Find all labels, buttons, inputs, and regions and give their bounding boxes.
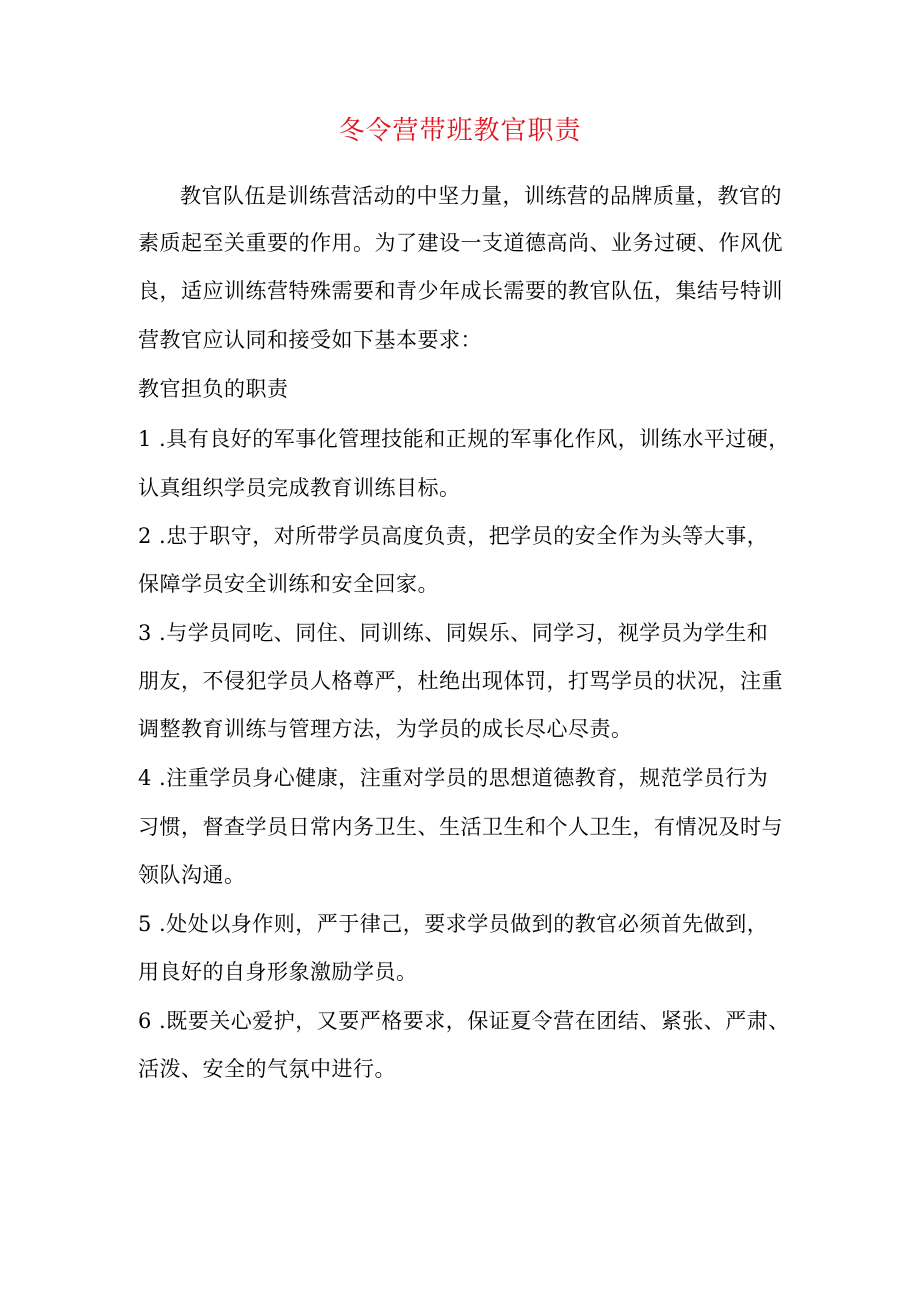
section-heading: 教官担负的职责 <box>138 377 289 401</box>
list-item-3-line: 调整教育训练与管理方法，为学员的成长尽心尽责。 <box>138 717 633 741</box>
list-item-3-line: 3 .与学员同吃、同住、同训练、同娱乐、同学习，视学员为学生和 <box>138 621 769 645</box>
document-title: 冬令营带班教官职责 <box>338 116 582 146</box>
list-item-6-line: 6 .既要关心爱护，又要严格要求，保证夏令营在团结、紧张、严肃、 <box>138 1009 790 1033</box>
list-item-1-line: 1 .具有良好的军事化管理技能和正规的军事化作风，训练水平过硬， <box>138 427 790 451</box>
list-item-1-line: 认真组织学员完成教育训练目标。 <box>138 476 461 500</box>
list-item-4-line: 领队沟通。 <box>138 863 246 887</box>
list-item-5-line: 5 .处处以身作则，严于律己，要求学员做到的教官必须首先做到， <box>138 912 769 936</box>
list-item-2-line: 保障学员安全训练和安全回家。 <box>138 572 439 596</box>
list-item-3-line: 朋友，不侵犯学员人格尊严，杜绝出现体罚，打骂学员的状况，注重 <box>138 669 783 693</box>
list-item-5-line: 用良好的自身形象激励学员。 <box>138 960 418 984</box>
intro-line: 素质起至关重要的作用。为了建设一支道德高尚、业务过硬、作风优 <box>138 231 783 255</box>
intro-line: 良，适应训练营特殊需要和青少年成长需要的教官队伍，集结号特训 <box>138 279 783 303</box>
intro-line: 营教官应认同和接受如下基本要求： <box>138 328 482 352</box>
list-item-4-line: 习惯，督查学员日常内务卫生、生活卫生和个人卫生，有情况及时与 <box>138 815 783 839</box>
intro-line: 教官队伍是训练营活动的中坚力量，训练营的品牌质量，教官的 <box>180 184 782 208</box>
list-item-6-line: 活泼、安全的气氛中进行。 <box>138 1057 396 1081</box>
list-item-4-line: 4 .注重学员身心健康，注重对学员的思想道德教育，规范学员行为 <box>138 766 769 790</box>
list-item-2-line: 2 .忠于职守，对所带学员高度负责，把学员的安全作为头等大事， <box>138 524 769 548</box>
